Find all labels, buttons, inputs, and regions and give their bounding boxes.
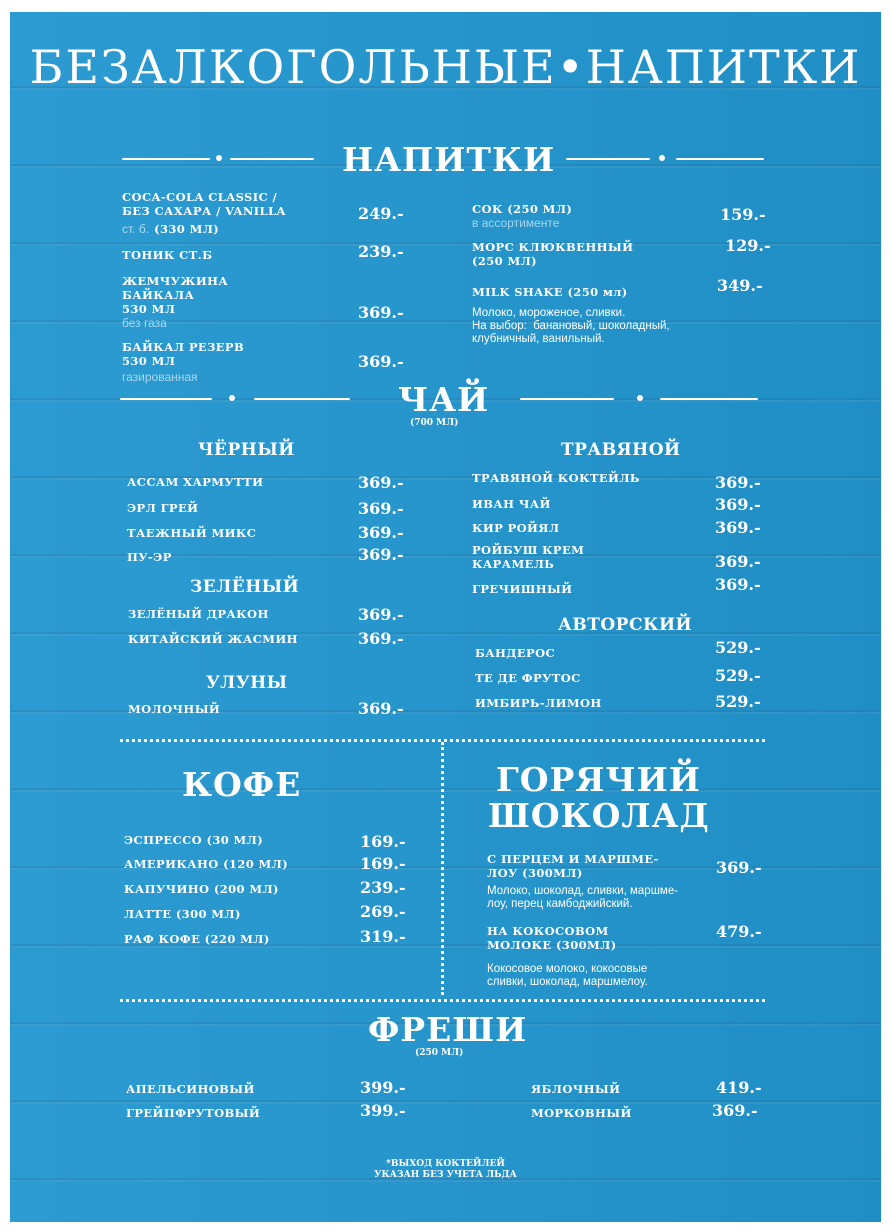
menu-item-price: 129.- — [725, 236, 771, 255]
menu-item-name: ПУ-ЭР — [127, 550, 172, 564]
ornament-line — [120, 398, 212, 400]
menu-item-price: 369.- — [358, 629, 404, 648]
menu-item-price: 529.- — [715, 638, 761, 657]
menu-item-price: 349.- — [717, 276, 763, 295]
menu-item-name: ИВАН ЧАЙ — [472, 497, 551, 511]
menu-item-price: 419.- — [716, 1078, 762, 1097]
menu-item-price: 529.- — [715, 666, 761, 685]
ornament-dot — [637, 395, 643, 401]
menu-item-note: газированная — [122, 370, 198, 384]
menu-item-name: МОЛОЧНЫЙ — [128, 702, 221, 716]
menu-item-name: БАЙКАЛ РЕЗЕРВ — [122, 340, 245, 354]
menu-item-name: ТРАВЯНОЙ КОКТЕЙЛЬ — [472, 471, 640, 485]
menu-item-price: 369.- — [712, 1101, 758, 1120]
menu-item-price: 269.- — [360, 902, 406, 921]
menu-item-description: лоу, перец камбоджийский. — [487, 898, 633, 910]
menu-item-name: КИР РОЙЯЛ — [472, 521, 560, 535]
page-title: БЕЗАЛКОГОЛЬНЫЕ•НАПИТКИ — [29, 40, 862, 94]
section-title-fresh: ФРЕШИ — [368, 1010, 528, 1049]
menu-item-name: НА КОКОСОВОМ — [487, 924, 609, 938]
menu-board — [10, 12, 881, 1222]
menu-item-name: ТАЕЖНЫЙ МИКС — [127, 526, 257, 540]
menu-item-name: БАНДЕРОС — [475, 646, 556, 660]
ornament-line — [254, 398, 350, 400]
menu-item-price: 369.- — [358, 699, 404, 718]
menu-item-price: 369.- — [715, 575, 761, 594]
ornament-line — [122, 158, 210, 160]
menu-item-price: 369.- — [715, 495, 761, 514]
menu-item-name: АССАМ ХАРМУТТИ — [127, 475, 264, 489]
menu-item-name: ЖЕМЧУЖИНА БАЙКАЛА — [122, 274, 229, 302]
menu-item-price: 369.- — [358, 523, 404, 542]
menu-item-name: АПЕЛЬСИНОВЫЙ — [126, 1082, 255, 1096]
subsection-title-oolong: УЛУНЫ — [206, 673, 288, 693]
menu-item-name: ЭРЛ ГРЕЙ — [127, 501, 199, 515]
menu-item-price: 239.- — [358, 242, 404, 261]
menu-item-name: ГРЕЙПФРУТОВЫЙ — [126, 1106, 261, 1120]
menu-item-price: 369.- — [358, 605, 404, 624]
menu-item-description: Кокосовое молоко, кокосовые — [487, 963, 648, 975]
menu-item-price: 399.- — [360, 1101, 406, 1120]
menu-item-name: MILK SHAKE (250 мл) — [472, 285, 628, 299]
menu-item-name: РАФ КОФЕ (220 МЛ) — [124, 932, 270, 946]
menu-item-note: без газа — [122, 316, 167, 330]
ornament-line — [230, 158, 314, 160]
menu-item-price: 369.- — [715, 552, 761, 571]
footer-note: УКАЗАН БЕЗ УЧЕТА ЛЬДА — [374, 1170, 517, 1180]
menu-item-price: 479.- — [716, 922, 762, 941]
menu-item-name: ГРЕЧИШНЫЙ — [472, 582, 573, 596]
menu-item-price: 239.- — [360, 878, 406, 897]
ornament-dot — [216, 155, 222, 161]
subsection-title-author: АВТОРСКИЙ — [558, 615, 693, 635]
subsection-title-black: ЧЁРНЫЙ — [198, 440, 295, 460]
ornament-line — [566, 158, 650, 160]
section-title-chocolate-line2: ШОКОЛАД — [488, 796, 710, 835]
menu-item-name: COCA-COLA CLASSIC / БЕЗ САХАРА / VANILLA — [122, 190, 286, 218]
menu-item-price: 319.- — [360, 927, 406, 946]
menu-item-name: С ПЕРЦЕМ И МАРШМЕ- — [487, 852, 659, 866]
section-volume: (700 МЛ) — [410, 418, 459, 428]
footer-note: *ВЫХОД КОКТЕЙЛЕЙ — [386, 1159, 505, 1169]
menu-item-name: ТЕ ДЕ ФРУТОС — [475, 671, 581, 685]
menu-item-note: в ассортименте — [472, 216, 560, 230]
subsection-title-herbal: ТРАВЯНОЙ — [561, 440, 681, 460]
menu-item-name: КИТАЙСКИЙ ЖАСМИН — [128, 632, 298, 646]
menu-item-price: 369.- — [358, 303, 404, 322]
ornament-line — [676, 158, 764, 160]
ornament-dot — [229, 395, 235, 401]
menu-item-name: ЛОУ (300МЛ) — [487, 866, 583, 880]
menu-item-price: 529.- — [715, 692, 761, 711]
menu-item-price: 369.- — [358, 499, 404, 518]
menu-item-name: АМЕРИКАНО (120 МЛ) — [124, 857, 289, 871]
menu-item-price: 159.- — [720, 205, 766, 224]
menu-item-price: 369.- — [358, 545, 404, 564]
menu-item-price: 369.- — [715, 473, 761, 492]
menu-item-price: 169.- — [360, 854, 406, 873]
section-title-tea: ЧАЙ — [398, 380, 490, 419]
menu-item-price: 369.- — [716, 858, 762, 877]
menu-item-description: сливки, шоколад, маршмелоу. — [487, 976, 648, 988]
section-title-coffee: КОФЕ — [182, 765, 302, 804]
menu-item-name: РОЙБУШ КРЕМ КАРАМЕЛЬ — [472, 543, 585, 571]
menu-item-volume: 530 МЛ — [122, 354, 176, 368]
menu-item-price: 369.- — [715, 518, 761, 537]
menu-item-price: 249.- — [358, 204, 404, 223]
menu-item-volume: 530 МЛ — [122, 302, 176, 316]
menu-item-name: СОК (250 МЛ) — [472, 202, 573, 216]
menu-item-name: ЛАТТЕ (300 МЛ) — [124, 907, 241, 921]
menu-item-price: 399.- — [360, 1078, 406, 1097]
ornament-line — [660, 398, 758, 400]
divider-dotted — [120, 999, 765, 1002]
menu-item-name: МОЛОКЕ (300МЛ) — [487, 938, 617, 952]
menu-item-note: ст. б. (330 МЛ) — [122, 222, 220, 236]
subsection-title-green: ЗЕЛЁНЫЙ — [190, 577, 300, 597]
ornament-line — [520, 398, 614, 400]
menu-item-description: Молоко, мороженое, сливки. На выбор: банановый, шоколадный, клубничный, ванильный. — [472, 307, 670, 345]
divider-dotted-vertical — [441, 742, 444, 995]
menu-item-name: КАПУЧИНО (200 МЛ) — [124, 882, 279, 896]
section-title-drinks: НАПИТКИ — [342, 140, 556, 179]
menu-item-name: ЗЕЛЁНЫЙ ДРАКОН — [128, 607, 269, 621]
menu-item-price: 369.- — [358, 352, 404, 371]
menu-item-name: ИМБИРЬ-ЛИМОН — [475, 696, 602, 710]
menu-item-volume: (250 МЛ) — [472, 254, 537, 268]
section-volume: (250 МЛ) — [415, 1048, 464, 1058]
menu-item-name: ТОНИК СТ.Б — [122, 248, 213, 262]
section-title-chocolate: ГОРЯЧИЙ — [496, 760, 701, 799]
menu-item-price: 369.- — [358, 473, 404, 492]
menu-item-name: МОРКОВНЫЙ — [531, 1106, 632, 1120]
menu-item-price: 169.- — [360, 832, 406, 851]
menu-item-name: МОРС КЛЮКВЕННЫЙ — [472, 240, 634, 254]
menu-item-name: ЯБЛОЧНЫЙ — [531, 1082, 621, 1096]
ornament-dot — [659, 155, 665, 161]
menu-item-name: ЭСПРЕССО (30 МЛ) — [124, 833, 264, 847]
menu-item-description: Молоко, шоколад, сливки, маршме- — [487, 885, 679, 897]
